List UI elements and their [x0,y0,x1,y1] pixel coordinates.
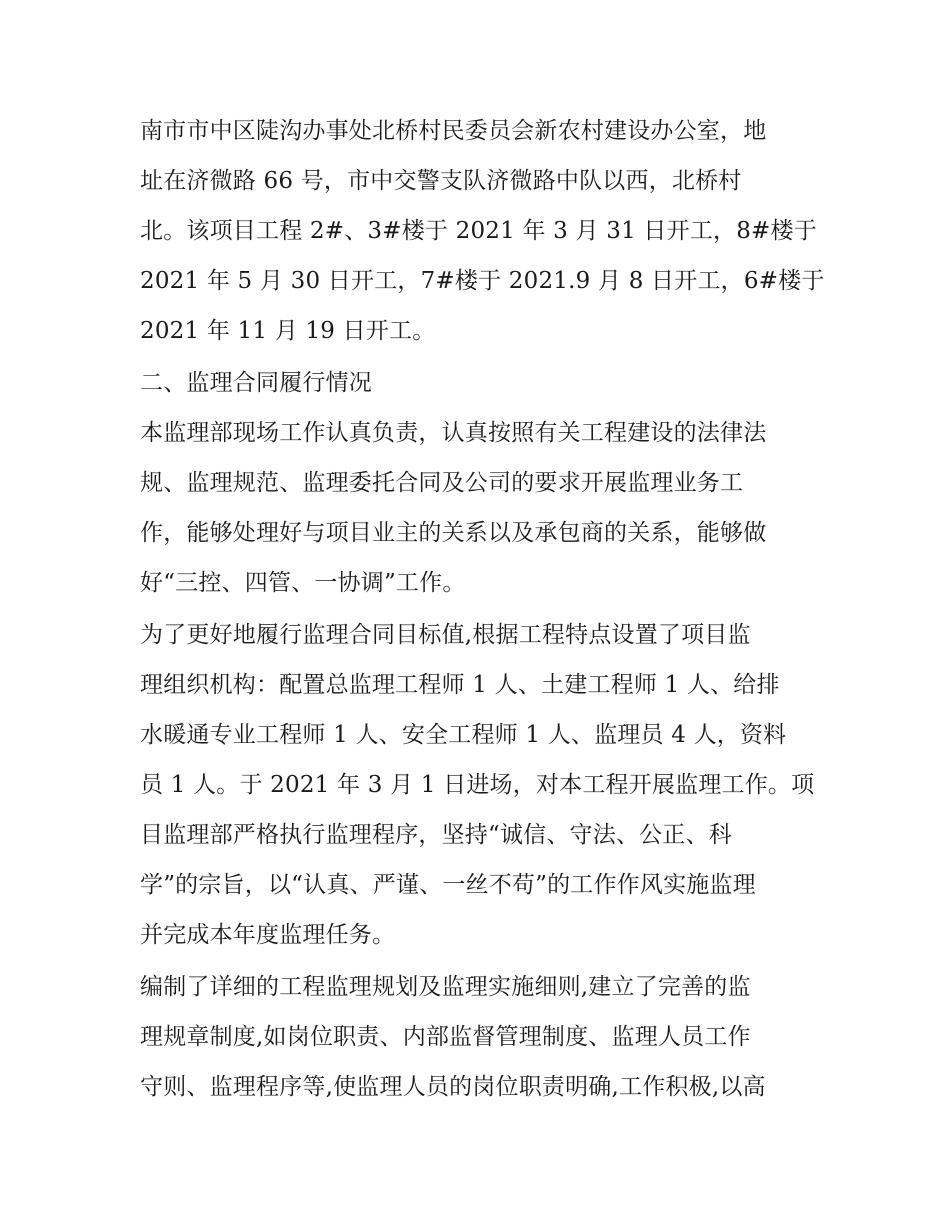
text-line: 水暖通专业工程师 1 人、安全工程师 1 人、监理员 4 人，资料 [140,722,787,748]
text-line: 2021 年 11 月 19 日开工。 [140,318,436,344]
text-line: 员 1 人。于 2021 年 3 月 1 日进场，对本工程开展监理工作。项 [140,772,815,798]
text-line: 规、监理规范、监理委托合同及公司的要求开展监理业务工 [140,470,744,496]
text-line: 2021 年 5 月 30 日开工，7#楼于 2021.9 月 8 日开工，6#楼于 [140,268,825,294]
text-line: 作，能够处理好与项目业主的关系以及承包商的关系，能够做 [140,520,767,546]
text-line: 守则、监理程序等,使监理人员的岗位职责明确,工作积极,以高 [140,1074,766,1100]
text-line: 理组织机构：配置总监理工程师 1 人、土建工程师 1 人、给排 [140,672,780,698]
text-line: 本监理部现场工作认真负责，认真按照有关工程建设的法律法 [140,420,767,446]
text-line: 好“三控、四管、一协调”工作。 [140,570,466,596]
text-line: 为了更好地履行监理合同目标值,根据工程特点设置了项目监 [140,622,751,648]
text-line: 学”的宗旨，以“认真、严谨、一丝不苟”的工作作风实施监理 [140,872,756,898]
text-line: 北。该项目工程 2#、3#楼于 2021 年 3 月 31 日开工，8#楼于 [140,218,817,244]
text-line: 并完成本年度监理任务。 [140,922,396,948]
section-heading: 二、监理合同履行情况 [140,370,372,396]
text-line: 南市市中区陡沟办事处北桥村民委员会新农村建设办公室，地 [140,118,767,144]
text-line: 编制了详细的工程监理规划及监理实施细则,建立了完善的监 [140,974,751,1000]
text-line: 理规章制度,如岗位职责、内部监督管理制度、监理人员工作 [140,1024,751,1050]
text-line: 址在济微路 66 号，市中交警支队济微路中队以西，北桥村 [140,168,742,194]
text-line: 目监理部严格执行监理程序，坚持“诚信、守法、公正、科 [140,822,732,848]
